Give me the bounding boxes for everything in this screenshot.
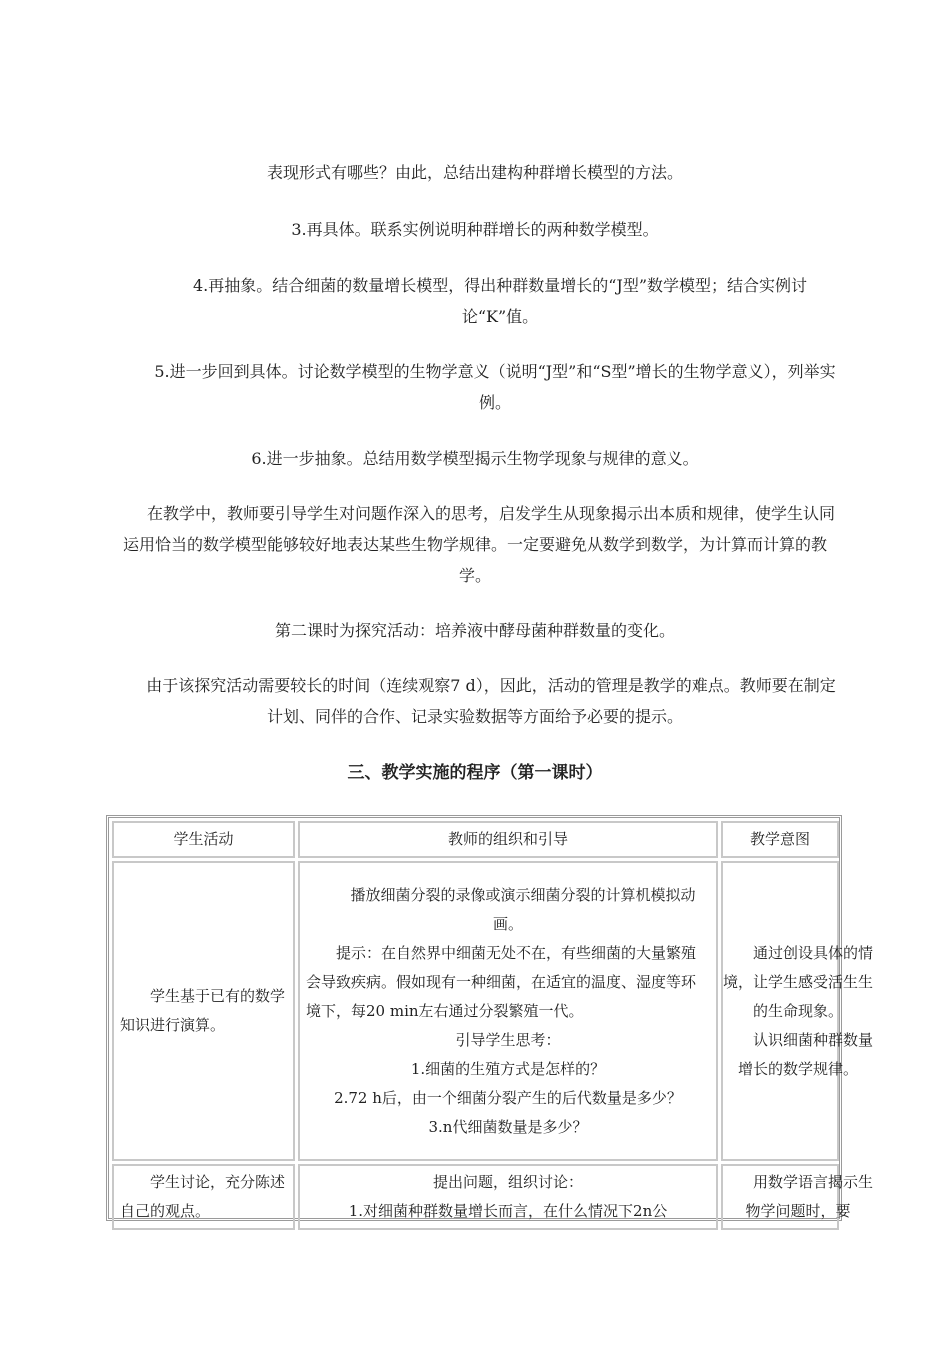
teaching-intent-cell	[721, 1164, 874, 1230]
teacher-line: 2.72 h后，由一个细菌分裂产生的后代数量是多少？	[334, 1088, 682, 1107]
teacher-guidance-cell	[298, 861, 718, 1161]
header-teacher-guidance: 教师的组织和引导	[298, 821, 718, 858]
teaching-procedure-table	[106, 815, 874, 1221]
intent-line: 用数学语言揭示生物学问题时，要	[745, 1173, 874, 1220]
header-student-activity: 学生活动	[112, 821, 295, 858]
table-row	[112, 861, 839, 1161]
paragraph-3: 4.再抽象。结合细菌的数量增长模型，得出种群数量增长的“J型”数学模型；结合实例讨论“K”值。	[192, 276, 808, 326]
teacher-line: 播放细菌分裂的录像或演示细菌分裂的计算机模拟动画。	[350, 885, 696, 933]
paragraph-7: 第二课时为探究活动：培养液中酵母菌种群数量的变化。	[274, 621, 675, 640]
paragraph-1: 表现形式有哪些？由此，总结出建构种群增长模型的方法。	[266, 163, 683, 182]
paragraph-5: 6.进一步抽象。总结用数学模型揭示生物学现象与规律的意义。	[251, 449, 699, 468]
paragraph-4: 5.进一步回到具体。讨论数学模型的生物学意义（说明“J型”和“S型”增长的生物学意义），列举实例。	[154, 362, 836, 412]
paragraph-2: 3.再具体。联系实例说明种群增长的两种数学模型。	[291, 220, 659, 239]
teaching-intent-cell	[721, 861, 874, 1161]
student-activity-text: 学生讨论，充分陈述自己的观点。	[120, 1173, 286, 1220]
teacher-line: 提出问题，组织讨论：	[432, 1173, 583, 1191]
student-activity-text: 学生基于已有的数学知识进行演算。	[120, 987, 286, 1034]
teacher-line: 引导学生思考：	[455, 1030, 561, 1049]
paragraph-6: 在教学中，教师要引导学生对问题作深入的思考，启发学生从现象揭示出本质和规律，使学生认同运用恰当的数学模型能够较好地表达某些生物学规律。一定要避免从数学到数学，为计算而计算的教学。	[122, 504, 835, 585]
teacher-line: 1.细菌的生殖方式是怎样的？	[410, 1059, 606, 1078]
intent-line: 认识细菌种群数量增长的数学规律。	[737, 1030, 874, 1078]
teacher-line: 1.对细菌种群数量增长而言，在什么情况下2n公	[348, 1202, 668, 1220]
section-heading: 三、教学实施的程序（第一课时）	[347, 763, 603, 783]
paragraph-8: 由于该探究活动需要较长的时间（连续观察7 d），因此，活动的管理是教学的难点。教师要在制定计划、同伴的合作、记录实验数据等方面给予必要的提示。	[146, 676, 836, 726]
table-header-row	[112, 821, 839, 858]
student-activity-cell	[112, 1164, 295, 1230]
teacher-guidance-cell	[298, 1164, 718, 1230]
table-row	[112, 1164, 839, 1230]
student-activity-cell	[112, 861, 295, 1161]
header-teaching-intent: 教学意图	[721, 821, 839, 858]
intent-line: 通过创设具体的情境，让学生感受活生生的生命现象。	[723, 943, 874, 1020]
teacher-line: 3.n代细菌数量是多少？	[428, 1117, 588, 1136]
teacher-line: 提示：在自然界中细菌无处不在，有些细菌的大量繁殖会导致疾病。假如现有一种细菌，在适宜的温度、湿度等环境下，每20 min左右通过分裂繁殖一代。	[306, 943, 697, 1020]
